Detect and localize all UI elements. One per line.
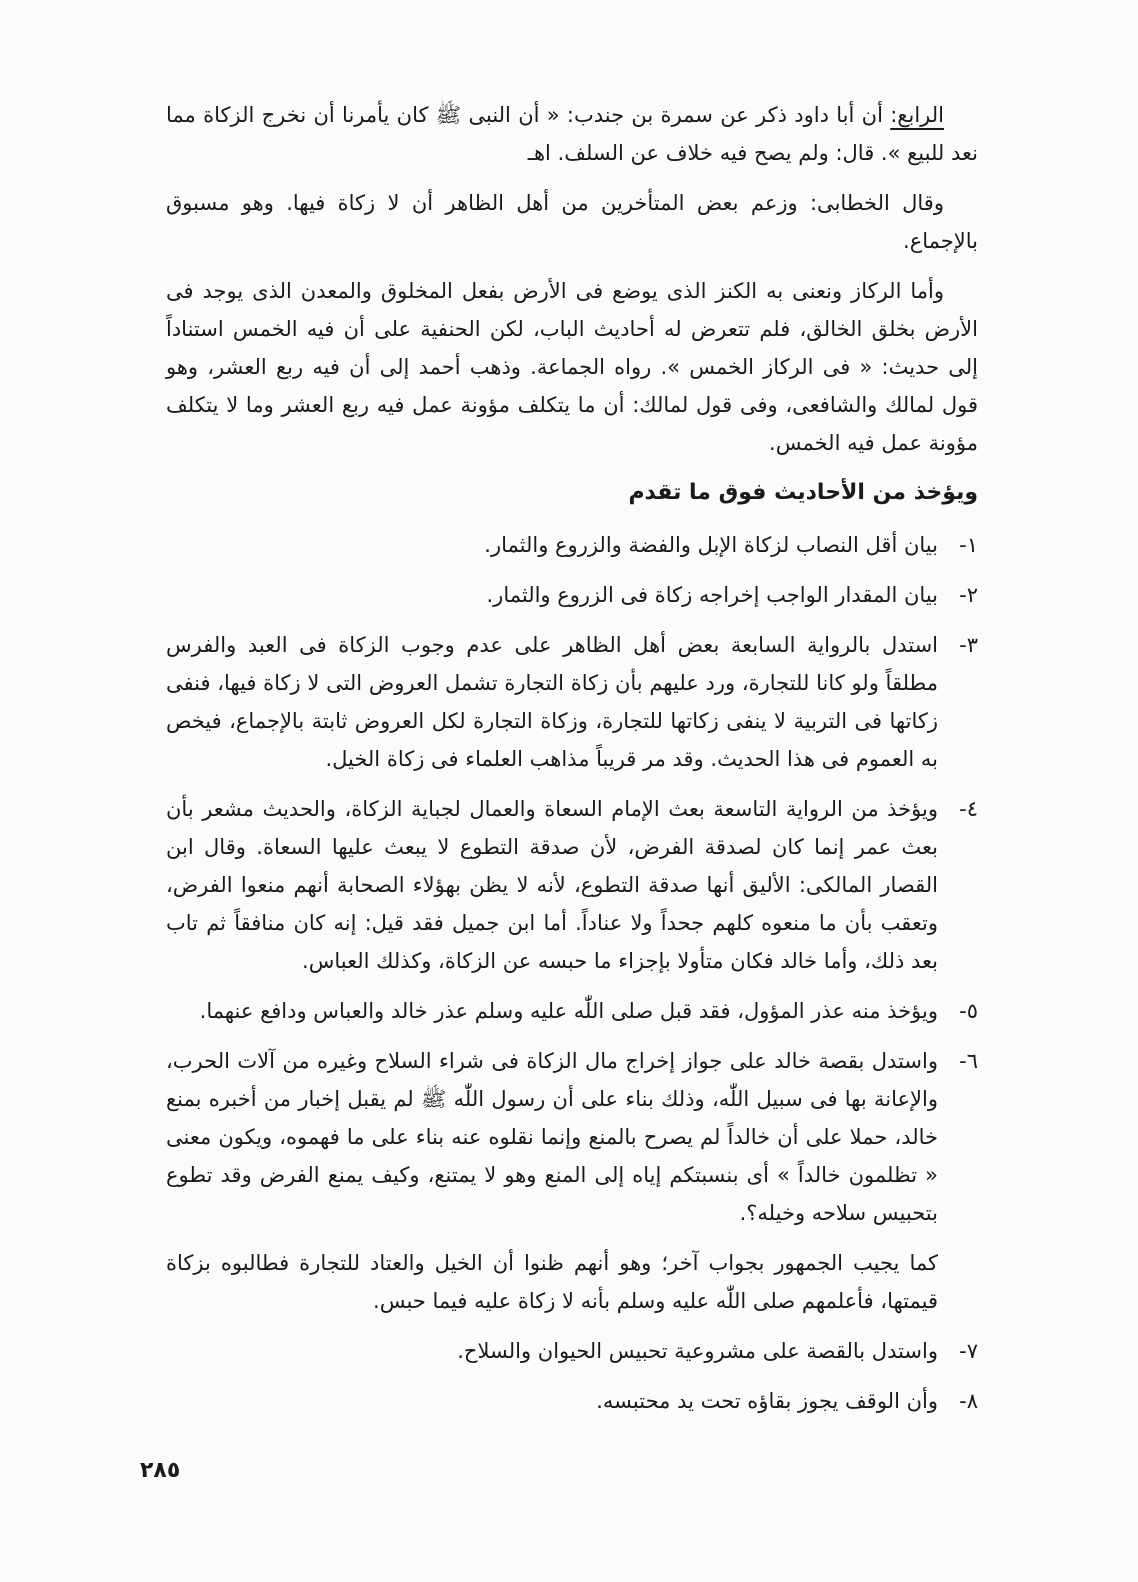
list-item — [166, 576, 978, 614]
list-item — [166, 992, 978, 1030]
list-item-number: ٧- — [959, 1339, 978, 1363]
list-item-text: بيان أقل النصاب لزكاة الإبل والفضة والزروع والثمار. — [484, 533, 938, 557]
list-item-text: ويؤخذ من الرواية التاسعة بعث الإمام السعاة والعمال لجباية الزكاة، والحديث مشعر بأن بعث عمر إنما كان لصدقة الفرض، لأن صدقة التطوع لا يبعث عليها السعاة. وقال ابن القصار المالكى: الأليق أنها صدقة التطوع، لأنه لا يظن بهؤلاء الصحابة أنهم منعوا الفرض، وتعقب بأن ما منعوه كلهم جحداً ولا عناداً. أما ابن جميل فقد قيل: إنه كان منافقاً ثم تاب بعد ذلك، وأما خالد فكان متأولا بإجزاء ما حبسه عن الزكاة، وكذلك العباس. — [166, 797, 938, 973]
list-item — [166, 1042, 978, 1232]
list-item-text: واستدل بقصة خالد على جواز إخراج مال الزكاة فى شراء السلاح وغيره من آلات الحرب، والإعانة بها فى سبيل اللّٰه، وذلك بناء على أن رسول اللّٰه ﷺ لم يقبل إخبار من أخبره بمنع خالد، حملا على أن خالداً لم يصرح بالمنع وإنما نقلوه عنه بناء على ما فهموه، ويكون معنى « تظلمون خالداً » أى بنسبتكم إياه إلى المنع وهو لا يمتنع، وكيف يمنع الفرض وقد تطوع بتحبيس سلاحه وخيله؟. — [166, 1049, 938, 1225]
list-item — [166, 626, 978, 778]
list-item-text: استدل بالرواية السابعة بعض أهل الظاهر على عدم وجوب الزكاة فى العبد والفرس مطلقاً ولو كانا للتجارة، ورد عليهم بأن زكاة التجارة تشمل العروض التى لا زكاة فيها، فنفى زكاتها فى التربية لا ينفى زكاتها للتجارة، وزكاة التجارة لكل العروض ثابتة بالإجماع، فيخص به العموم فى هذا الحديث. وقد مر قريباً مذاهب العلماء فى زكاة الخيل. — [166, 633, 938, 771]
list-item-number: ٢- — [959, 583, 978, 607]
list-item-text: واستدل بالقصة على مشروعية تحبيس الحيوان والسلاح. — [457, 1339, 938, 1363]
list-item — [166, 1332, 978, 1370]
list-item-text: وأن الوقف يجوز بقاؤه تحت يد محتبسه. — [596, 1389, 938, 1413]
list-item-text: بيان المقدار الواجب إخراجه زكاة فى الزروع والثمار. — [486, 583, 938, 607]
intro-paragraph-3: وأما الركاز ونعنى به الكنز الذى يوضع فى الأرض بفعل المخلوق والمعدن الذى يوجد فى الأرض بخلق الخالق، فلم تتعرض له أحاديث الباب، لكن الحنفية على أن فيه الخمس استناداً إلى حديث: « فى الركاز الخمس ». رواه الجماعة. وذهب أحمد إلى أن فيه ربع العشر، وهو قول لمالك والشافعى، وفى قول لمالك: أن ما يتكلف مؤونة عمل فيه ربع العشر وما لا يتكلف مؤونة عمل فيه الخمس. — [166, 279, 978, 455]
page-number: ٢٨٥ — [140, 1458, 181, 1483]
intro-lead-word: الرابع: — [890, 103, 944, 127]
list-item — [166, 1382, 978, 1420]
list-item-number: ١- — [959, 533, 978, 557]
page-body — [166, 96, 978, 1432]
list-item-number: ٤- — [959, 797, 978, 821]
follow-paragraph: كما يجيب الجمهور بجواب آخر؛ وهو أنهم ظنوا أن الخيل والعتاد للتجارة فطالبوه بزكاة قيمتها، فأعلمهم صلى اللّٰه عليه وسلم بأنه لا زكاة عليه فيما حبس. — [166, 1251, 938, 1313]
list-item-text: ويؤخذ منه عذر المؤول، فقد قبل صلى اللّٰه عليه وسلم عذر خالد والعباس ودافع عنهما. — [199, 999, 938, 1023]
intro-paragraph-2: وقال الخطابى: وزعم بعض المتأخرين من أهل الظاهر أن لا زكاة فيها. وهو مسبوق بالإجماع. — [166, 191, 978, 253]
list-item — [166, 790, 978, 980]
list-item — [166, 526, 978, 564]
intro-paragraph-1 — [166, 96, 978, 172]
list-item-number: ٣- — [959, 633, 978, 657]
list-item-number: ٨- — [959, 1389, 978, 1413]
list-item-number: ٥- — [959, 999, 978, 1023]
section-heading: ويؤخذ من الأحاديث فوق ما تقدم — [628, 480, 978, 505]
intro-paragraph-1-text: أن أبا داود ذكر عن سمرة بن جندب: « أن النبى ﷺ كان يأمرنا أن نخرج الزكاة مما نعد للبيع ». قال: ولم يصح فيه خلاف عن السلف. اهـ — [166, 103, 978, 165]
list-item-number: ٦- — [959, 1049, 978, 1073]
